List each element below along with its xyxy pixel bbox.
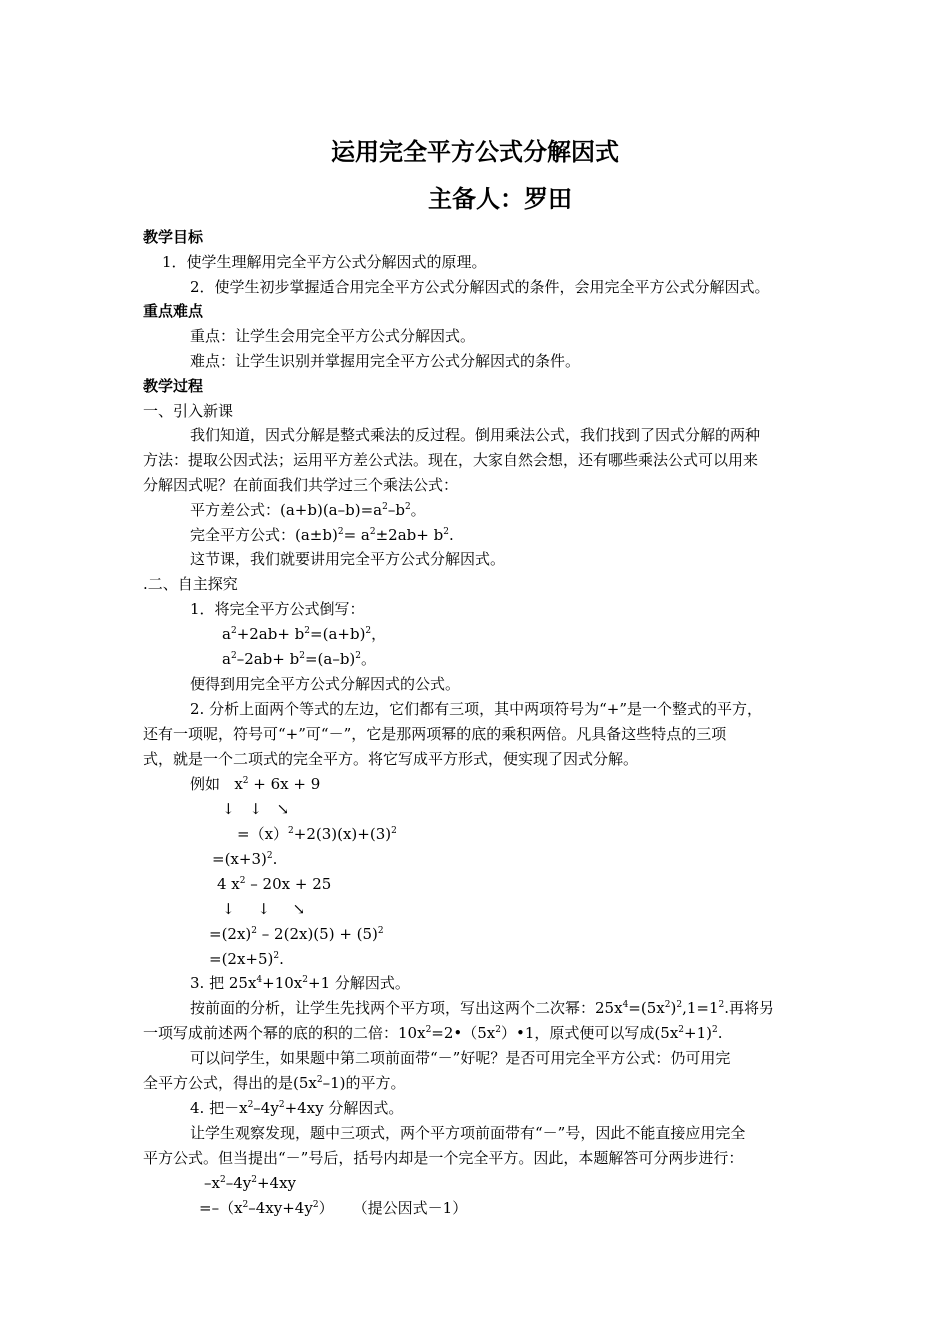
step-3-suffix: 分解因式。 (334, 974, 410, 992)
goal-1: 1．使学生理解用完全平方公式分解因式的原理。 (162, 253, 487, 271)
formula-line: $-x^2-4y^2+4xy$ (204, 1174, 297, 1192)
step-2-line: 式，就是一个二项式的完全平方。将它写成平方形式，便实现了因式分解。 (143, 750, 639, 768)
part1-paragraph-line: 方法：提取公因式法；运用平方差公式法。现在，大家自然会想，还有哪些乘法公式可以用来 (143, 451, 759, 469)
formula-line: $a^2-2ab+ b^2=(a-b)^2$。 (222, 650, 377, 668)
step-4-heading: 4. 把$-x^2-4y^2+4xy$ 分解因式。 (190, 1099, 404, 1117)
step-3-line: 按前面的分析，让学生先找两个平方项，写出这两个二次幂：$25x^4=(5x^2)^2,1=1^2$.再将另 (190, 999, 775, 1017)
step-3-label: 3. 把 (190, 974, 225, 992)
formula-line: $=(2x+5)^2$. (209, 950, 284, 968)
part2-heading: .二、自主探究 (143, 575, 238, 593)
step-3-text: 的平方。 (345, 1074, 406, 1092)
part1-paragraph-line: 分解因式呢？在前面我们共学过三个乘法公式： (143, 476, 459, 494)
step-2-line: 还有一项呢，符号可“+”可“－”，它是那两项幂的底的乘积两倍。凡具备这些特点的三项 (143, 725, 727, 743)
step-4-label: 4. 把－ (190, 1099, 240, 1117)
keypoint-focus: 重点：让学生会用完全平方公式分解因式。 (190, 327, 476, 345)
step-1-conclusion: 便得到用完全平方公式分解因式的公式。 (190, 675, 461, 693)
formula-line: $=(x+3)^2$. (212, 850, 278, 868)
step-4-note: （提公因式－1） (352, 1199, 468, 1217)
part1-heading: 一、引入新课 (143, 402, 234, 420)
step-2-line: 2. 分析上面两个等式的左边，它们都有三项，其中两项符号为“+”是一个整式的平方， (190, 700, 762, 718)
formula-line: $=(x)^2+2(3)(x)+(3)^2$ (237, 825, 397, 843)
example-label: 例如 (190, 775, 221, 793)
formula-line: $a^2+2ab+ b^2=(a+b)^2$， (222, 625, 387, 643)
section-heading-goals: 教学目标 (143, 228, 204, 246)
goal-2: 2．使学生初步掌握适合用完全平方公式分解因式的条件，会用完全平方公式分解因式。 (190, 278, 770, 296)
step-1-text: 1．将完全平方公式倒写： (190, 600, 365, 618)
formula-line: $=-(x^2-4xy+4y^2)$ （提公因式－1） (199, 1199, 468, 1217)
step-3-text: 按前面的分析，让学生先找两个平方项，写出这两个二次幂： (190, 999, 596, 1017)
step-3-line: 一项写成前述两个幂的底的积的二倍：$10x^2=2•(5x^2)•1$，原式便可以写成$(5x^2+1)^2$. (143, 1024, 723, 1042)
formula-label: 完全平方公式： (190, 526, 296, 544)
step-3-text: ，原式便可以写成 (534, 1024, 655, 1042)
formula-label: 平方差公式： (190, 501, 281, 519)
document-title: 运用完全平方公式分解因式 (331, 138, 619, 166)
keypoint-difficulty: 难点：让学生识别并掌握用完全平方公式分解因式的条件。 (190, 352, 581, 370)
section-heading-keypoints: 重点难点 (143, 302, 204, 320)
step-3-line: 可以问学生，如果题中第二项前面带“－”好呢？是否可用完全平方公式：仍可用完 (190, 1049, 731, 1067)
example-line: 例如 $x^2 + 6x + 9$ (190, 775, 321, 793)
section-heading-process: 教学过程 (143, 377, 204, 395)
step-3-text: .再将另 (724, 999, 775, 1017)
step-3-text: 全平方公式，得出的是 (143, 1074, 294, 1092)
formula-line: 4 $x^2 - 20x + 25$ (217, 875, 332, 893)
part1-paragraph-line: 这节课，我们就要讲用完全平方公式分解因式。 (190, 550, 506, 568)
author-line: 主备人：罗田 (428, 185, 572, 213)
step-3-heading: 3. 把 $25x^4+10x^2+1$ 分解因式。 (190, 974, 410, 992)
part1-paragraph-line: 我们知道，因式分解是整式乘法的反过程。倒用乘法公式，我们找到了因式分解的两种 (190, 426, 761, 444)
step-3-line: 全平方公式，得出的是$(5x^2-1)$的平方。 (143, 1074, 406, 1092)
step-3-text: 一项写成前述两个幂的底的积的二倍： (143, 1024, 399, 1042)
step-4-line: 让学生观察发现，题中三项式，两个平方项前面带有“－”号，因此不能直接应用完全 (190, 1124, 746, 1142)
step-4-suffix: 分解因式。 (328, 1099, 404, 1117)
formula-line: $=(2x)^2 - 2(2x)(5) + (5)^2$ (209, 925, 384, 943)
arrows-line: ↓ ↓ ↘ (222, 900, 306, 918)
formula-difference-of-squares: 平方差公式：$(a+b)(a-b)=a^2-b^2$。 (190, 501, 426, 519)
formula-perfect-square: 完全平方公式：$(a\pm b)^2= a^2\pm 2ab+ b^2$. (190, 526, 454, 544)
step-4-line: 平方公式。但当提出“－”号后，括号内却是一个完全平方。因此，本题解答可分两步进行： (143, 1149, 744, 1167)
arrows-line: ↓ ↓ ↘ (222, 800, 290, 818)
